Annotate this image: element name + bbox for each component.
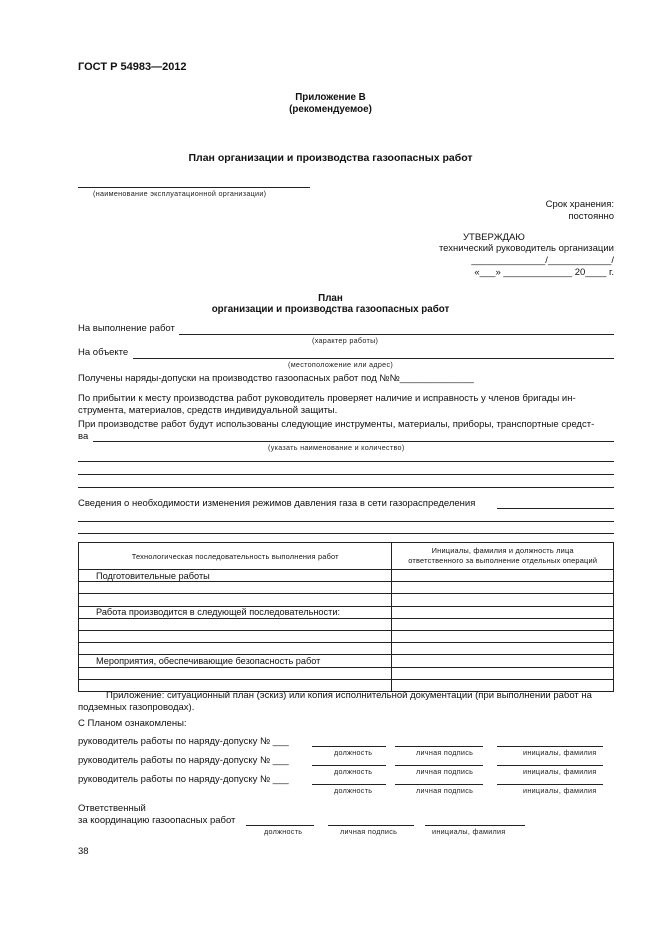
sign-row-2-signature-line[interactable] <box>395 765 483 766</box>
table-cell[interactable] <box>392 594 614 606</box>
sign-row-1-initials-caption: инициалы, фамилия <box>523 748 597 757</box>
responsible-line-1: Ответственный <box>78 803 146 814</box>
table-row <box>79 667 614 679</box>
table-row <box>79 606 614 618</box>
responsible-signature-line[interactable] <box>328 825 414 826</box>
work-line[interactable] <box>179 334 614 335</box>
sign-row-3-signature-line[interactable] <box>395 784 483 785</box>
table-row <box>79 594 614 606</box>
sign-row-3-label: руководитель работы по наряду-допуску № ___ <box>78 774 289 785</box>
approve-signature-line[interactable]: ______________/____________/ <box>471 255 614 266</box>
pressure-extra-line-1[interactable] <box>78 521 614 522</box>
table-row <box>79 643 614 655</box>
sign-row-2-label: руководитель работы по наряду-допуску № ___ <box>78 755 289 766</box>
approve-role: технический руководитель организации <box>438 243 614 254</box>
pressure-extra-line-2[interactable] <box>78 533 614 534</box>
pressure-line[interactable] <box>497 508 614 509</box>
responsible-position-caption: должность <box>264 827 303 836</box>
sign-row-2-initials-caption: инициалы, фамилия <box>523 767 597 776</box>
permits-text: Получены наряды-допуски на производство газоопасных работ под №№______________ <box>78 373 474 384</box>
check-text-1: По прибытии к месту производства работ руководитель проверяет наличие и исправность у членов бригады ин- <box>78 393 576 404</box>
table-cell[interactable] <box>392 667 614 679</box>
sign-row-3-initials-line[interactable] <box>497 784 603 785</box>
sign-row-1-signature-line[interactable] <box>395 746 483 747</box>
table-cell-sequence[interactable]: Работа производится в следующей последовательности: <box>79 606 392 618</box>
sign-row-2-signature-caption: личная подпись <box>416 767 474 776</box>
standard-number: ГОСТ Р 54983—2012 <box>78 61 187 73</box>
table-header-sequence: Технологическая последовательность выполнения работ <box>79 543 392 570</box>
table-cell[interactable] <box>79 667 392 679</box>
note-line-2: подземных газопроводах). <box>78 702 195 713</box>
page-number: 38 <box>78 846 89 857</box>
note-line-1: Приложение: ситуационный план (эскиз) или копия исполнительной документации (при выполнении работ на <box>106 690 592 701</box>
table-cell[interactable] <box>392 582 614 594</box>
table-cell[interactable] <box>79 618 392 630</box>
sign-row-1-position-line[interactable] <box>312 746 386 747</box>
tools-text-1: При производстве работ будут использованы следующие инструменты, материалы, приборы, транспортные средст- <box>78 419 595 430</box>
table-row <box>79 630 614 642</box>
table-cell[interactable] <box>79 594 392 606</box>
sign-row-1-label: руководитель работы по наряду-допуску № ___ <box>78 736 289 747</box>
table-cell[interactable] <box>79 643 392 655</box>
org-name-line[interactable] <box>78 187 310 188</box>
responsible-initials-caption: инициалы, фамилия <box>432 827 506 836</box>
table-row <box>79 570 614 582</box>
acquainted-label: С Планом ознакомлены: <box>78 718 187 729</box>
storage-label: Срок хранения: <box>545 199 614 210</box>
object-caption: (местоположение или адрес) <box>288 360 394 369</box>
table-cell[interactable] <box>79 630 392 642</box>
table-cell[interactable] <box>392 618 614 630</box>
sign-row-3-position-caption: должность <box>334 786 373 795</box>
pressure-text: Сведения о необходимости изменения режимов давления газа в сети газораспределения <box>78 498 476 509</box>
object-line[interactable] <box>133 358 614 359</box>
sign-row-2-initials-line[interactable] <box>497 765 603 766</box>
work-sequence-table <box>78 542 614 692</box>
plan-subtitle: организации и производства газоопасных работ <box>211 304 450 315</box>
table-cell-prep[interactable]: Подготовительные работы <box>79 570 392 582</box>
table-cell[interactable] <box>392 606 614 618</box>
table-row <box>79 655 614 667</box>
approve-date-line[interactable]: «___» _____________ 20____ г. <box>474 267 614 278</box>
tools-caption: (указать наименование и количество) <box>268 443 405 452</box>
sign-row-3-initials-caption: инициалы, фамилия <box>523 786 597 795</box>
responsible-signature-caption: личная подпись <box>340 827 398 836</box>
tools-line[interactable] <box>93 441 614 442</box>
table-cell-safety[interactable]: Мероприятия, обеспечивающие безопасность работ <box>79 655 392 667</box>
storage-value: постоянно <box>568 211 614 222</box>
table-row <box>79 582 614 594</box>
table-cell[interactable] <box>79 582 392 594</box>
sign-row-1-signature-caption: личная подпись <box>416 748 474 757</box>
table-header-responsible-line1: Инициалы, фамилия и должность лица <box>431 546 574 555</box>
responsible-initials-line[interactable] <box>425 825 525 826</box>
object-label: На объекте <box>78 347 129 358</box>
sign-row-3-position-line[interactable] <box>312 784 386 785</box>
sign-row-1-initials-line[interactable] <box>497 746 603 747</box>
table-header-responsible-line2: ответственного за выполнение отдельных операций <box>408 556 598 565</box>
sign-row-1-position-caption: должность <box>334 748 373 757</box>
appendix-subtitle: (рекомендуемое) <box>289 104 372 115</box>
tools-text-2: ва <box>78 431 89 442</box>
work-label: На выполнение работ <box>78 323 175 334</box>
table-cell[interactable] <box>392 570 614 582</box>
tools-extra-line-1[interactable] <box>78 461 614 462</box>
work-caption: (характер работы) <box>312 336 379 345</box>
responsible-position-line[interactable] <box>246 825 314 826</box>
main-title: План организации и производства газоопасных работ <box>188 152 473 164</box>
sign-row-3-signature-caption: личная подпись <box>416 786 474 795</box>
table-header-responsible <box>392 543 614 570</box>
approve-label: УТВЕРЖДАЮ <box>463 232 525 243</box>
sign-row-2-position-line[interactable] <box>312 765 386 766</box>
responsible-line-2: за координацию газоопасных работ <box>78 815 236 826</box>
check-text-2: струмента, материалов, средств индивидуальной защиты. <box>78 405 338 416</box>
plan-title: План <box>318 293 343 304</box>
table-cell[interactable] <box>392 655 614 667</box>
table-cell[interactable] <box>392 643 614 655</box>
tools-extra-line-3[interactable] <box>78 487 614 488</box>
appendix-title: Приложение В <box>295 92 366 103</box>
table-cell[interactable] <box>392 630 614 642</box>
table-row <box>79 618 614 630</box>
tools-extra-line-2[interactable] <box>78 474 614 475</box>
sign-row-2-position-caption: должность <box>334 767 373 776</box>
org-name-caption: (наименование эксплуатационной организации) <box>93 189 267 198</box>
